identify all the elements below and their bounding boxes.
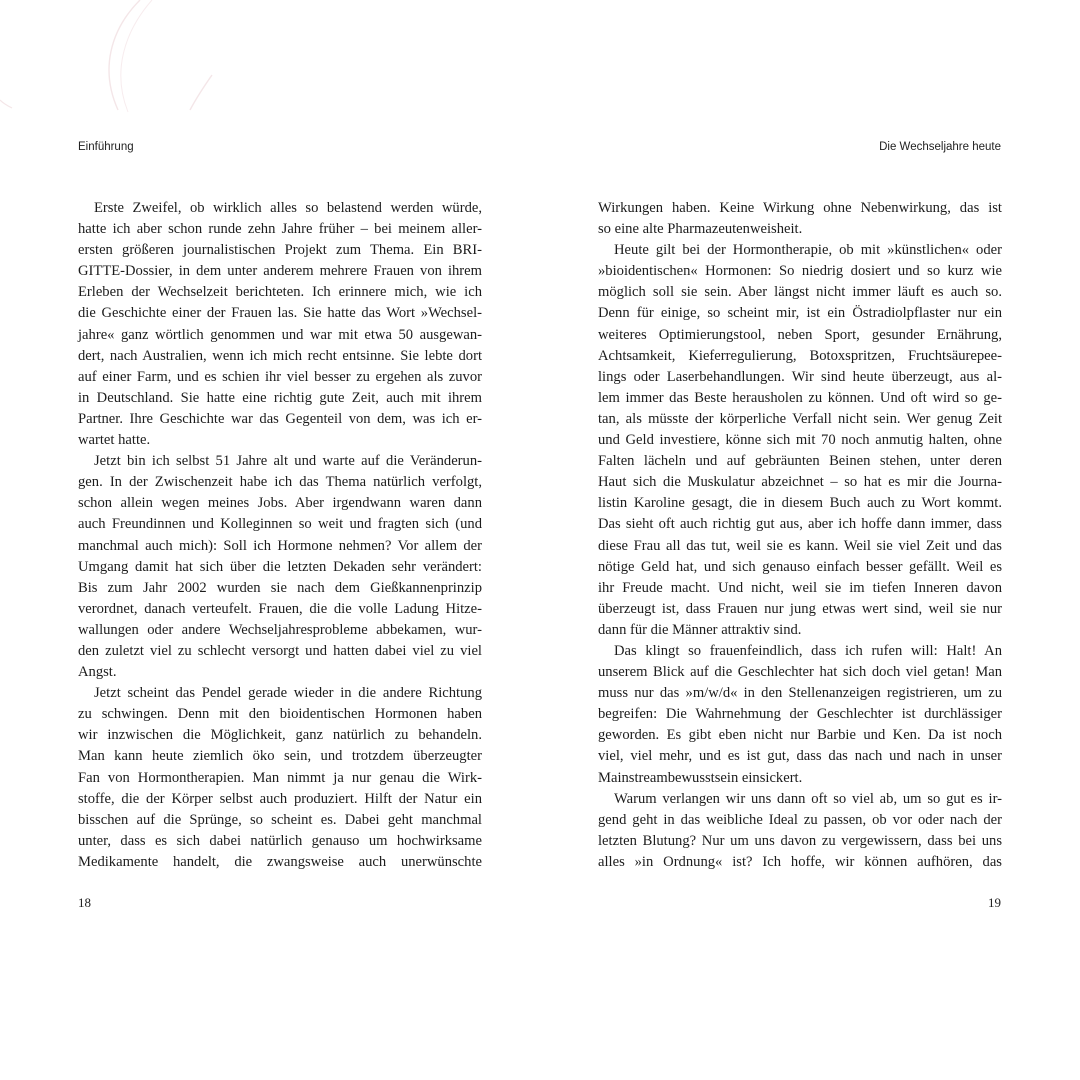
text-line: muss nur das »m/w/d« in den Stellenanzeigen registrieren, um zu <box>598 685 1002 702</box>
text-line: und Geld investiere, könne sich mit 70 noch anmutig halten, ohne <box>598 432 1002 449</box>
text-line: so eine alte Pharmazeutenweisheit. <box>598 221 803 238</box>
text-line: den zuletzt viel zu schlecht versorgt und hatten dabei viel zu viel <box>78 642 482 659</box>
text-line: stoffe, die der Körper selbst auch produziert. Hilft der Natur ein <box>78 790 482 807</box>
text-line: lings oder Laserbehandlungen. Wir sind heute überzeugt, aus al- <box>598 368 1002 385</box>
text-line: ihr Freude macht. Und nicht, weil sie im tiefen Inneren davon <box>598 579 1002 596</box>
text-line: Warum verlangen wir uns dann oft so viel ab, um so gut es ir- <box>614 790 1002 807</box>
text-line: Angst. <box>78 664 117 681</box>
text-line: wartet hatte. <box>78 432 151 449</box>
text-line: Jetzt scheint das Pendel gerade wieder in die andere Richtung <box>94 685 482 702</box>
text-line: »bioidentischen« Hormonen: So niedrig dosiert und so kurz wie <box>598 263 1002 280</box>
text-line: Medikamente handelt, die zwangsweise auch unerwünschte <box>78 853 482 870</box>
text-line: auch Freundinnen und Kolleginnen so weit und fragten sich (und <box>78 516 482 533</box>
text-line: möglich soll sie sein. Aber längst nicht immer läuft es auch so. <box>598 284 1002 301</box>
text-line: Fan von Hormontherapien. Man nimmt ja nur genau die Wirk- <box>78 769 482 786</box>
text-line: wir inzwischen die Möglichkeit, ganz natürlich zu behandeln. <box>78 727 482 744</box>
text-line: Erste Zweifel, ob wirklich alles so belastend werden würde, <box>94 200 482 216</box>
text-line: Partner. Ihre Geschichte war das Gegenteil von dem, was ich er- <box>78 410 482 427</box>
page-number-right: 19 <box>988 895 1001 910</box>
text-line: unter, dass es sich dabei natürlich genauso um hochwirksame <box>78 832 482 849</box>
text-line: Wirkungen haben. Keine Wirkung ohne Nebenwirkung, das ist <box>598 200 1002 216</box>
text-line: alles »in Ordnung« ist? Ich hoffe, wir können aufhören, das <box>598 853 1002 870</box>
text-line: dert, nach Australien, wenn ich mich recht entsinne. Sie lebte dort <box>78 347 482 364</box>
text-line: Bis zum Jahr 2002 wurden sie nach dem Gießkannenprinzip <box>78 579 482 596</box>
text-line: Jetzt bin ich selbst 51 Jahre alt und warte auf die Veränderun- <box>94 453 482 470</box>
text-line: schon allein wegen meines Jobs. Aber irgendwann waren dann <box>78 495 482 512</box>
decorative-ornament <box>0 0 230 115</box>
right-page-text <box>598 198 1002 873</box>
text-line: hatte ich aber schon runde zehn Jahre früher – bei meinem aller- <box>78 221 482 238</box>
text-line: begreifen: Die Wahrnehmung der Geschlechter ist durchlässiger <box>598 706 1002 723</box>
text-line: Haut sich die Muskulatur abzeichnet – so hat es mir die Journa- <box>598 474 1002 491</box>
text-line: Falten lächeln und auf gebräunten Beinen stehen, unter deren <box>598 453 1002 470</box>
text-line: Denn für einige, so scheint mir, ist ein Östradiolpflaster nur ein <box>598 305 1002 322</box>
text-line: Erleben der Wechselzeit berichteten. Ich erinnere mich, wie ich <box>78 284 482 301</box>
text-line: tan, als müsste der körperliche Verfall nicht sein. Wer genug Zeit <box>598 410 1002 427</box>
text-line: jahre« ganz wörtlich genommen und war mit etwa 50 ausgewan- <box>78 326 482 343</box>
text-line: in Deutschland. Sie hatte eine richtig gute Zeit, auch mit ihrem <box>78 389 482 406</box>
text-line: viel, viel mehr, und es ist gut, dass das nach und nach in unser <box>598 748 1002 765</box>
text-line: geworden. Es gibt eben nicht nur Barbie und Ken. Da ist noch <box>598 727 1002 744</box>
text-line: Achtsamkeit, Kieferregulierung, Botoxspritzen, Fruchtsäurepee- <box>598 347 1002 364</box>
text-line: weiteres Optimierungstool, neben Sport, gesunder Ernährung, <box>598 326 1002 343</box>
text-line: nötige Geld hat, und sich genauso einfach besser gefällt. Weil es <box>598 558 1002 575</box>
running-header-chapter: Einführung <box>78 141 134 153</box>
left-page-text <box>78 198 482 873</box>
page-number-left: 18 <box>78 895 91 910</box>
text-line: auf einer Farm, und es schien ihr viel besser zu ergehen als zuvor <box>78 368 482 385</box>
text-line: Mainstreambewusstsein einsickert. <box>598 769 803 786</box>
text-line: dann für die Männer attraktiv sind. <box>598 621 802 638</box>
text-line: Das klingt so frauenfeindlich, dass ich rufen will: Halt! An <box>614 642 1002 659</box>
text-line: listin Karoline gesagt, die in diesem Buch auch zu Wort kommt. <box>598 495 1002 512</box>
text-line: unserem Blick auf die Geschlechter hat sich doch viel getan! Man <box>598 664 1002 681</box>
text-line: verordnet, danach verteufelt. Frauen, die die volle Ladung Hitze- <box>78 600 482 617</box>
text-line: die Geschichte einer der Frauen las. Sie hatte das Wort »Wechsel- <box>78 305 482 322</box>
text-line: gen. In der Zwischenzeit habe ich das Thema natürlich verfolgt, <box>78 474 482 491</box>
text-line: Man kann heute ziemlich öko sein, und trotzdem überzeugter <box>78 748 482 765</box>
text-line: gend geht in das weibliche Ideal zu passen, ob vor oder nach der <box>598 811 1002 828</box>
text-line: GITTE-Dossier, in dem unter anderem mehrere Frauen von ihrem <box>78 263 482 280</box>
text-line: lem immer das Beste herausholen zu können. Und oft wird so ge- <box>598 389 1002 406</box>
text-line: bisschen auf die Sprünge, so scheint es. Dabei geht manchmal <box>78 811 482 828</box>
text-line: zu schwingen. Denn mit den bioidentischen Hormonen haben <box>78 706 482 723</box>
text-line: ersten größeren journalistischen Projekt zum Thema. Ein BRI- <box>78 242 482 259</box>
text-line: überzeugt ist, dass Frauen nur jung etwas wert sind, weil sie nur <box>598 600 1002 617</box>
text-line: Umgang damit hat sich über die letzten Dekaden sehr verändert: <box>78 558 482 575</box>
text-line: wallungen oder andere Wechseljahresprobleme abbekamen, wur- <box>78 621 482 638</box>
text-line: manchmal auch mich): Soll ich Hormone nehmen? Vor allem der <box>78 537 482 554</box>
running-header-section: Die Wechseljahre heute <box>879 141 1001 153</box>
text-line: letzten Blutung? Nur um uns davon zu vergewissern, dass bei uns <box>598 832 1002 849</box>
text-line: Heute gilt bei der Hormontherapie, ob mit »künstlichen« oder <box>614 242 1002 259</box>
text-line: diese Frau all das tut, weil sie es kann. Weil sie viel Zeit und das <box>598 537 1002 554</box>
text-line: Das sieht oft auch richtig gut aus, aber ich hoffe dann immer, dass <box>598 516 1002 533</box>
